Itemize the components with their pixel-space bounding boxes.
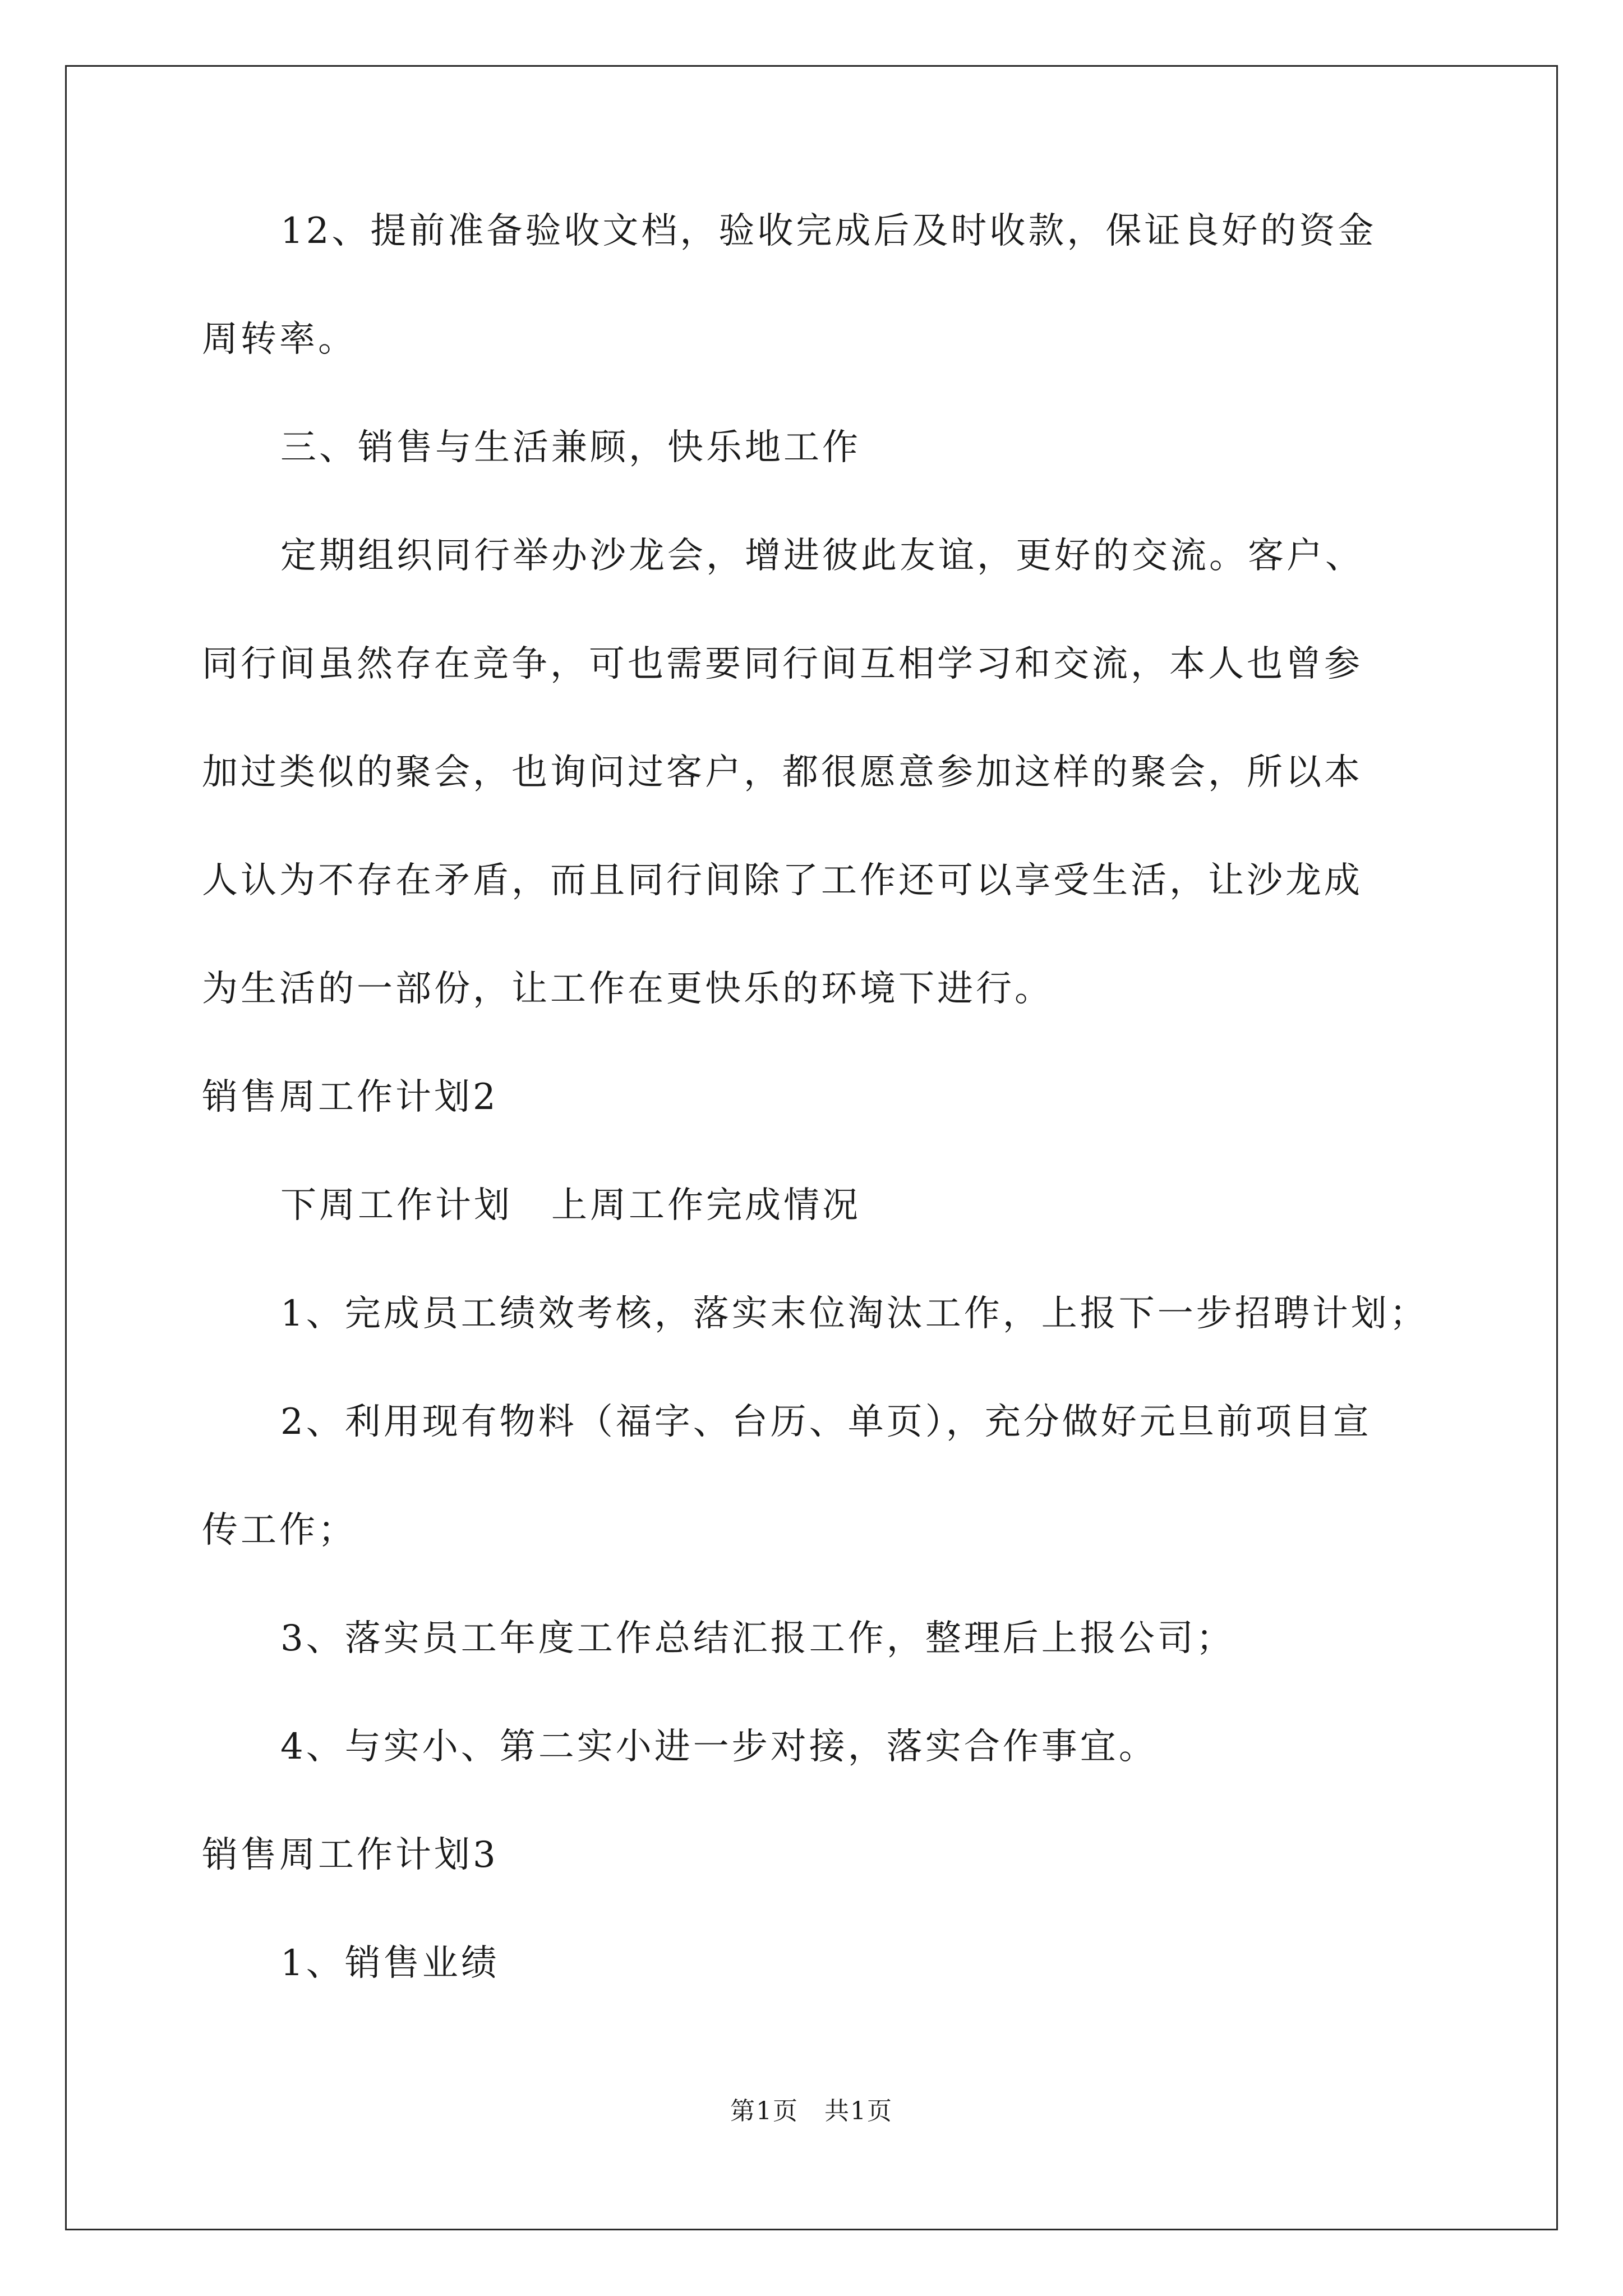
paragraph-line: 同行间虽然存在竞争，可也需要同行间互相学习和交流，本人也曾参	[202, 643, 1363, 685]
paragraph-line: 周转率。	[202, 319, 357, 360]
paragraph-line: 加过类似的聚会，也询问过客户，都很愿意参加这样的聚会，所以本	[202, 752, 1363, 793]
paragraph-line: 为生活的一部份，让工作在更快乐的环境下进行。	[202, 968, 1053, 1010]
section-heading: 1、销售业绩	[280, 1943, 500, 1984]
paragraph-line: 传工作；	[202, 1510, 357, 1551]
document-title: 销售周工作计划3	[202, 1834, 499, 1876]
page-footer: 第1页 共1页	[730, 2097, 893, 2125]
paragraph-line: 定期组织同行举办沙龙会，增进彼此友谊，更好的交流。客户、	[280, 535, 1364, 577]
paragraph-line: 2、利用现有物料（福字、台历、单页），充分做好元旦前项目宣	[280, 1401, 1372, 1443]
paragraph-line: 12、提前准备验收文档，验收完成后及时收款，保证良好的资金	[280, 210, 1377, 252]
paragraph-line: 3、落实员工年度工作总结汇报工作，整理后上报公司；	[280, 1618, 1235, 1659]
paragraph-line: 下周工作计划 上周工作完成情况	[280, 1185, 861, 1226]
section-heading: 三、销售与生活兼顾，快乐地工作	[280, 427, 861, 468]
document-body	[202, 210, 1436, 1984]
paragraph-line: 人认为不存在矛盾，而且同行间除了工作还可以享受生活，让沙龙成	[202, 860, 1363, 901]
document-title: 销售周工作计划2	[202, 1076, 499, 1118]
paragraph-line: 1、完成员工绩效考核，落实末位淘汰工作，上报下一步招聘计划；	[280, 1293, 1428, 1335]
paragraph-line: 4、与实小、第二实小进一步对接，落实合作事宜。	[280, 1726, 1158, 1768]
